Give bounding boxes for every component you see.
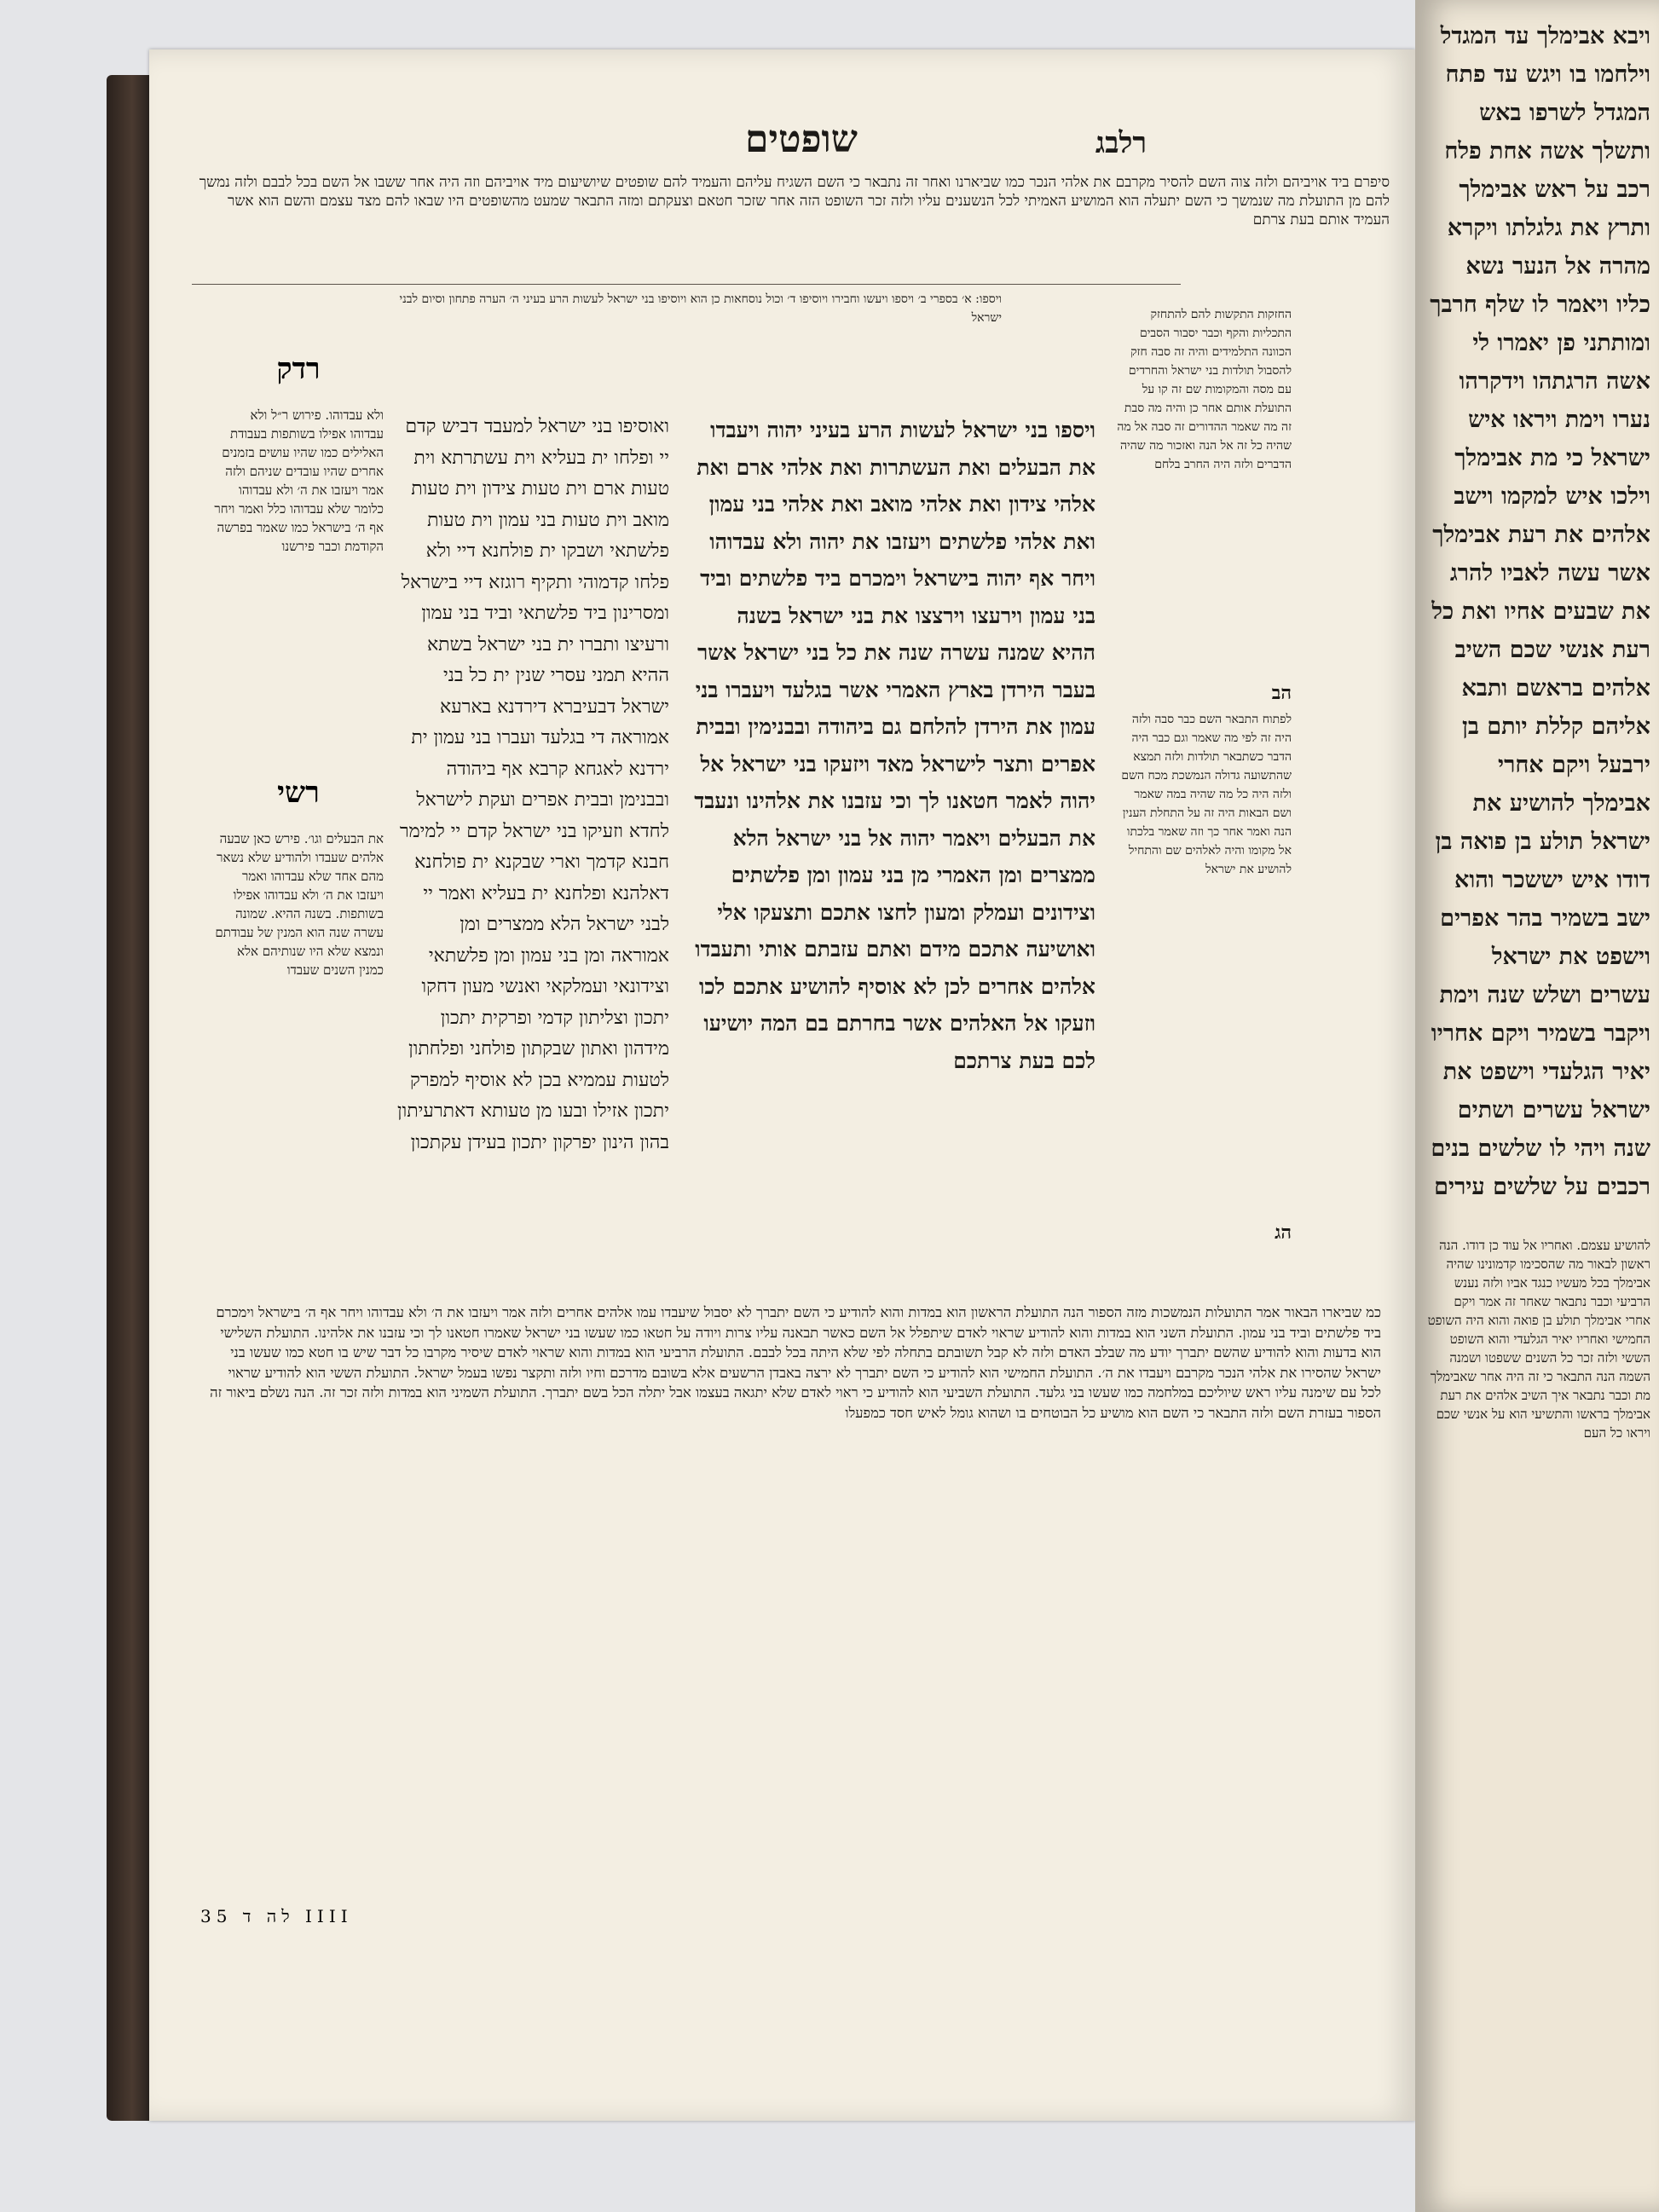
scripture-column: ויספו בני ישראל לעשות הרע בעיני יהוה ויעבדו את הבעלים ואת העשתרות ואת אלהי ארם ואת אלהי צידון ואת אלהי מואב ואת אלהי בני עמון ואת אלהי פלשתים ויעזבו את יהוה ולא עבדוהו ויחר אף יהוה בישראל וימכרם ביד פלשתים וביד בני עמון וירעצו וירצצו את בני ישראל בשנה ההיא שמנה עשרה שנה את כל בני ישראל אשר בעבר הירדן בארץ האמרי אשר בגלעד ויעברו בני עמון את הירדן להלחם גם ביהודה ובבנימין ובבית אפרים ותצר לישראל מאד ויזעקו בני ישראל אל יהוה לאמר חטאנו לך וכי עזבנו את אלהינו ונעבד את הבעלים ויאמר יהוה אל בני ישראל הלא ממצרים ומן האמרי מן בני עמון ומן פלשתים וצידונים ועמלק ומעון לחצו אתכם ותצעקו אלי ואושיעה אתכם מידם ואתם עזבתם אותי ותעבדו אלהים אחרים לכן לא אוסיף להושיע אתכם לכו וזעקו אל האלהים אשר בחרתם בם המה יושיעו לכם בעת צרתכם bbox=[694, 418, 1095, 1073]
radak-heading: רדק bbox=[276, 352, 321, 386]
rashi-commentary: את הבעלים וגו׳. פירש כאן שבעה אלהים שעבדו ולהודיע שלא נשאר מהם אחד שלא עבדוהו ואמר ויעזבו את ה׳ ולא עבדוהו אפילו בשותפות. בשנה ההיא. שמונה עשרה שנה הוא המנין של עבודתם ונמצא שלא היו שנותיהם אלא כמנין השנים שעבדו bbox=[215, 831, 384, 978]
top-commentary: סיפרם ביד אויביהם ולזה צוה השם להסיר מקרבם את אלהי הנכר כמו שביארנו ואחר זה נתבאר כי השם השגיח עליהם והעמיד להם שופטים שיושיעום מיד אויביהם וזה היה אחר ששבו אל השם בכל לבבם ולזה נמשך להם מן התועלת מה שנמשך כי השם יתעלה הוא המושיע האמיתי לכל הנשענים עליו ולזה זכר השופט הזה אחר שזכר חטאם וצעקתם ומזה התבאר שמעט מהשופטים היו שבאו להם מצד עצמם והשם הוא אשר העמיד אותם בעת צרתם bbox=[199, 174, 1390, 228]
facing-commentary: להושיע עצמם. ואחריו אל עוד כן דודו. הנה ראשון לבאור מה שהסכימו קדמונינו שהיה אבימלך בכל מעשיו כנגד אביו ולזה נענש הרביעי וכבר נתבאר שאחר זה אמר ויקם אחרי אבימלך תולע בן פואה והוא היה השופט החמישי ואחריו יאיר הגלעדי והוא השופט הששי ולזה זכר כל השנים ששפטו ושמנה השמה הנה התבאר כי זה היה אחר שאבימלך מת וכבר נתבאר איך השיב אלהים את רעת אבימלך בראשו והתשיעי הוא על אנשי שכם ויראו כל העם bbox=[1427, 1238, 1650, 1441]
left-page bbox=[149, 49, 1415, 2121]
running-head: שופטים bbox=[745, 118, 858, 161]
right-label-1: הב bbox=[1271, 682, 1292, 704]
folio-number: רלבג bbox=[1095, 126, 1147, 160]
right-label-2: הג bbox=[1275, 1222, 1292, 1244]
right-commentary: החזקות התקשות להם להתחזק התכליות והקף וכבר יסבור הסבים הכוונה התלמידים והיה זה סבה חזק להסבול תולדות בני ישראל והחרדים עם מסה והמקומות שם זה קו על התועלת אותם אחר כן והיה מה סבת זה מה שאמר ההדורים זה סבה אל מה שהיה כל זה אל הנה ואזכור מה שהיה הדברים ולזה היה החרב בלחם bbox=[1117, 308, 1292, 471]
facing-page bbox=[1415, 0, 1659, 2212]
targum-column: ואוסיפו בני ישראל למעבד דביש קדם יי ופלחו ית בעליא וית עשתרתא וית טעות ארם וית טעות צידון וית טעות מואב וית טעות בני עמון וית טעות פלשתאי ושבקו ית פולחנא דיי ולא פלחו קדמוהי ותקיף רוגזא דיי בישראל ומסרינון ביד פלשתאי וביד בני עמון ורעיצו ותברו ית בני ישראל בשתא ההיא תמני עסרי שנין ית כל בני ישראל דבעיברא דירדנא בארעא אמוראה די בגלעד ועברו בני עמון ית ירדנא לאגחא קרבא אף ביהודה ובבנימן ובבית אפרים ועקת לישראל לחדא וזעיקו בני ישראל קדם יי למימר חבנא קדמך וארי שבקנא ית פולחנא דאלהנא ופלחנא ית בעליא ואמר יי לבני ישראל הלא ממצרים ומן אמוראה ומן בני עמון ומן פלשתאי וצידונאי ועמלקאי ואנשי מעון דחקו יתכון וצליתון קדמי ופרקית יתכון מידהון ואתון שבקתון פולחני ופלחתון לטעות עממיא בכן לא אוסיף למפרק יתכון אזילו ובעו מן טעותא דאתרעיתון בהון הינון יפרקון יתכון בעידן עקתכון bbox=[397, 416, 669, 1153]
book-cover-edge bbox=[107, 75, 149, 2121]
page-signature: לה ד 35 IIII bbox=[200, 1906, 353, 1926]
facing-scripture: ויבא אבימלך עד המגדל וילחמו בו ויגש עד פתח המגדל לשרפו באש ותשלך אשה אחת פלח רכב על ראש אבימלך ותרץ את גלגלתו ויקרא מהרה אל הנער נשא כליו ויאמר לו שלף חרבך ומותתני פן יאמרו לי אשה הרגתהו וידקרהו נערו וימת ויראו איש ישראל כי מת אבימלך וילכו איש למקמו וישב אלהים את רעת אבימלך אשר עשה לאביו להרג את שבעים אחיו ואת כל רעת אנשי שכם השיב אלהים בראשם ותבא אליהם קללת יותם בן ירבעל ויקם אחרי אבימלך להושיע את ישראל תולע בן פואה בן דודו איש יששכר והוא ישב בשמיר בהר אפרים וישפט את ישראל עשרים ושלש שנה וימת ויקבר בשמיר ויקם אחריו יאיר הגלעדי וישפט את ישראל עשרים ושתים שנה ויהי לו שלשים בנים רכבים על שלשים עירים bbox=[1430, 23, 1650, 1200]
right-commentary-2: לפתוח התבאר השם כבר סבה ולזה היה זה לפי מה שאמר וגם כבר היה הדבר כשתבאר תולדות ולזה תמצא שהתשועה גדולה הנמשכת מכח השם ולזה היה כל מה שהיה במה שאמר ושם הבאות היה זה על התחלת הענין הנה ואמר אחר כך וזה שאמר בלכתו אל מקומו והיה לאלהים שם והתחיל להושיע את ישראל bbox=[1121, 713, 1292, 876]
bottom-commentary: כמ שביארו הבאור אמר התועלות הנמשכות מזה הספור הנה התועלת הראשון הוא במדות והוא להודיע כי השם יתברך לא יסבול שיעבדו עמו אלהים אחרים ולזה אמר ויעזבו את ה׳ ולא עבדוהו ויחר אף ה׳ בישראל וימכרם ביד פלשתים וביד בני עמון. התועלת השני הוא במדות והוא להודיע שראוי לאדם שיתפלל אל השם כאשר תבאנה עליו צרות ויודה על חטאו כמו שעשו בני ישראל שאמרו חטאנו לך וכי עזבנו את אלהינו. התועלת השלישי הוא בדעות והוא להודיע שהשם יתברך יודע מה שבלב האדם ולזה לא קבל תשובתם בתחלה לפי שלא היתה בכל לבבם. התועלת הרביעי הוא במדות והוא שראוי לאדם שיסיר מקרבו כל דבר שיש בו חטא כמו שעשו בני ישראל שהסירו את אלהי הנכר מקרבם ויעבדו את ה׳. התועלת החמישי הוא להודיע כי השם יתברך לא ירצה באבדן הרשעים אלא בשובם מדרכם וחיו ולזה ותקצר נפשו בעמל ישראל. התועלת הששי הוא להודיע שראוי לכל עם שימנה עליו ראש שיוליכם במלחמה כמו שעשו בני גלעד. התועלת השביעי הוא להודיע כי ראוי לאדם שלא יתגאה בעצמו אבל יתלה הכל בשם יתברך. התועלת השמיני הוא במדות ולזה זכר זה. הנה נשלם ביאור זה הספור בעזרת השם ולזה התבאר כי השם הוא מושיע כל הבוטחים בו ושהוא גומל לאיש חסד כמפעלו bbox=[210, 1304, 1381, 1421]
rashi-heading: רשי bbox=[277, 776, 320, 810]
radak-commentary: ולא עבדוהו. פירוש ר״ל ולא עבדוהו אפילו בשותפות בעבודת האלילים כמו שהיו עושים בזמנים אחרים שהיו עובדים שניהם ולזה אמר ויעזבו את ה׳ ולא עבדוהו כלומר שלא עבדוהו כלל ואמר ויחר אף ה׳ בישראל כמו שאמר בפרשה הקודמת וכבר פירשנו bbox=[214, 407, 384, 554]
masorah-note: ויספו: א׳ בספרי ב׳ ויספו ויעשו וחבירו ויוסיפו ד׳ וכול נוסחאות כן הוא ויוסיפו בני ישראל לעשות הרע בעיני ה׳ הערה פתחון וסיום לבני ישראל bbox=[399, 292, 1002, 325]
